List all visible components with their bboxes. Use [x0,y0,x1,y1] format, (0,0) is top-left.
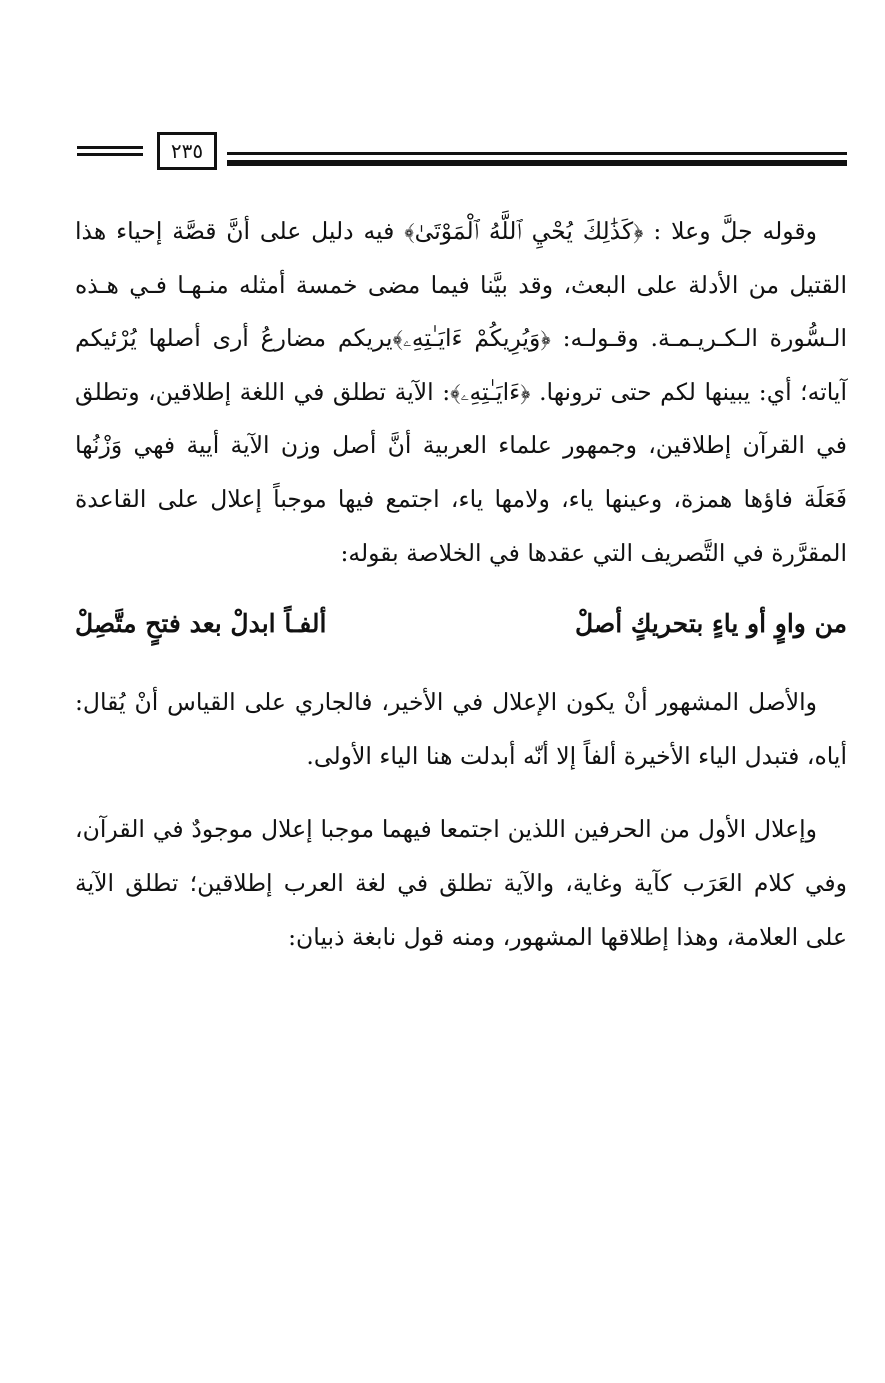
page-number: ٢٣٥ [157,132,217,170]
verse-first-hemistich: من واوٍ أو ياءٍ بتحريكٍ أصلْ [575,609,847,639]
paragraph-1: وقوله جلَّ وعلا : ﴿كَذَٰلِكَ يُحْيِ ٱللَّهُ ٱلْمَوْتَىٰ﴾ فيه دليل على أنَّ قصَّة إحياء هذا القتيل من الأدلة على البعث، وقد بيَّنا فيما مضى خمسة أمثله منـهـا فـي هـذه الـسُّورة الـكـريـمـة. وقـولـه: ﴿وَيُرِيكُمْ ءَايَـٰتِهِۦ﴾يريكم مضارعُ أرى أصلها يُرْئيكم آياته؛ أي: يبينها لكم حتى ترونها. ﴿ءَايَـٰتِهِۦ﴾: الآية تطلق في اللغة إطلاقين، وتطلق في القرآن إطلاقين، وجمهور علماء العربية أنَّ أصل وزن الآية أيية فهي وَزْنُها فَعَلَة فاؤها همزة، وعينها ياء، ولامها ياء، اجتمع فيها موجباً إعلال على القاعدة المقرَّرة في التَّصريف التي عقدها في الخلاصة بقوله: [75,217,847,567]
poem-verse [75,594,847,654]
body-text [75,205,847,964]
paragraph-3: وإعلال الأول من الحرفين اللذين اجتمعا فيهما موجبا إعلال موجودٌ في القرآن، وفي كلام العَرَب كآية وغاية، والآية تطلق في لغة العرب إطلاقين؛ تطلق الآية على العلامة، وهذا إطلاقها المشهور، ومنه قول نابغة ذبيان: [75,815,847,951]
header-rule [77,153,143,156]
verse-second-hemistich: ألفـاً ابدلْ بعد فتحٍ متَّصِلْ [75,609,327,639]
header-rule [227,152,847,155]
header-rule [77,146,143,149]
paragraph-2: والأصل المشهور أنْ يكون الإعلال في الأخير، فالجاري على القياس أنْ يُقال: أياه، فتبدل الياء الأخيرة ألفاً إلا أنّه أبدلت هنا الياء الأولى. [75,688,847,770]
page-header [75,130,847,178]
header-rule [227,160,847,166]
